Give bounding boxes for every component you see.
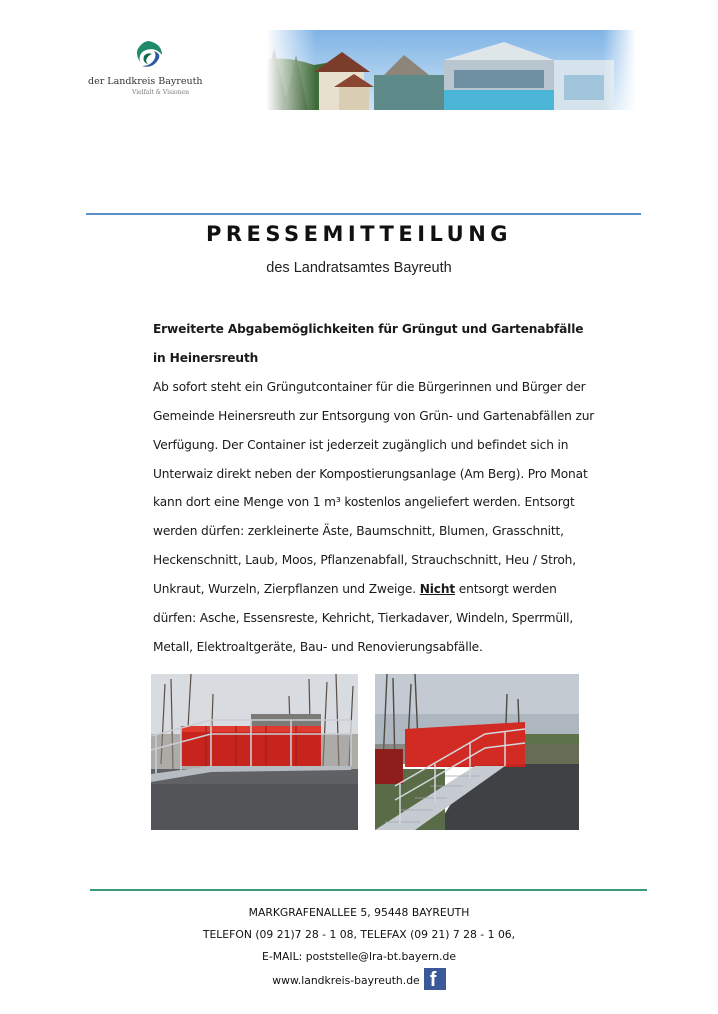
article-line: Unterwaiz direkt neben der Kompostierungsanlage (Am Berg). Pro Monat bbox=[153, 466, 588, 481]
emphasis-nicht: Nicht bbox=[419, 582, 456, 597]
banner-photo-collage bbox=[84, 30, 636, 110]
footer-website-link[interactable]: www.landkreis-bayreuth.de bbox=[272, 974, 420, 987]
landkreis-logo-icon bbox=[132, 38, 166, 72]
article-line: Metall, Elektroaltgeräte, Bau- und Renovierungsabfälle. bbox=[153, 639, 483, 654]
header-banner bbox=[84, 30, 636, 110]
article-line-text: entsorgt werden bbox=[455, 582, 557, 597]
logo-name: der Landkreis Bayreuth bbox=[88, 76, 203, 87]
facebook-glyph: f bbox=[429, 969, 437, 991]
article-line: Ab sofort steht ein Grüngutcontainer für die Bürgerinnen und Bürger der bbox=[153, 379, 586, 394]
footer-website-line bbox=[0, 970, 718, 992]
photo-green-waste-container-ramp bbox=[375, 674, 579, 830]
photo-green-waste-container-front bbox=[151, 674, 358, 830]
page-subtitle: des Landratsamtes Bayreuth bbox=[266, 260, 452, 276]
article-headline-line-1: Erweiterte Abgabemöglichkeiten für Grüngut und Gartenabfälle bbox=[153, 322, 584, 336]
logo-tagline: Vielfalt & Visionen bbox=[132, 89, 189, 96]
press-release-text bbox=[153, 315, 653, 662]
page-title: PRESSEMITTEILUNG bbox=[205, 222, 513, 246]
footer-phone: TELEFON (09 21)7 28 - 1 08, TELEFAX (09 21) 7 28 - 1 06, bbox=[202, 928, 516, 941]
article-line-text: Unkraut, Wurzeln, Zierpflanzen und Zweige. bbox=[153, 582, 420, 597]
article-line bbox=[153, 575, 653, 604]
article-headline-line-2: in Heinersreuth bbox=[153, 350, 259, 365]
article-line: kann dort eine Menge von 1 m³ kostenlos angeliefert werden. Entsorgt bbox=[153, 495, 575, 510]
footer-address: MARKGRAFENALLEE 5, 95448 BAYREUTH bbox=[248, 906, 470, 919]
header-divider bbox=[86, 213, 641, 215]
footer-email-line bbox=[0, 950, 718, 963]
footer-email-label: E-MAIL: bbox=[262, 950, 306, 963]
article-line: dürfen: Asche, Essensreste, Kehricht, Tierkadaver, Windeln, Sperrmüll, bbox=[153, 611, 574, 626]
article-line: Gemeinde Heinersreuth zur Entsorgung von Grün- und Gartenabfällen zur bbox=[153, 408, 595, 423]
article-line: Heckenschnitt, Laub, Moos, Pflanzenabfall, Strauchschnitt, Heu / Stroh, bbox=[153, 553, 576, 568]
footer-divider bbox=[90, 889, 647, 891]
facebook-icon[interactable] bbox=[424, 968, 446, 990]
article-line: Verfügung. Der Container ist jederzeit zugänglich und befindet sich in bbox=[153, 437, 569, 452]
footer-email-link[interactable]: poststelle@lra-bt.bayern.de bbox=[305, 950, 456, 963]
article-line: werden dürfen: zerkleinerte Äste, Baumschnitt, Blumen, Grasschnitt, bbox=[153, 524, 564, 539]
